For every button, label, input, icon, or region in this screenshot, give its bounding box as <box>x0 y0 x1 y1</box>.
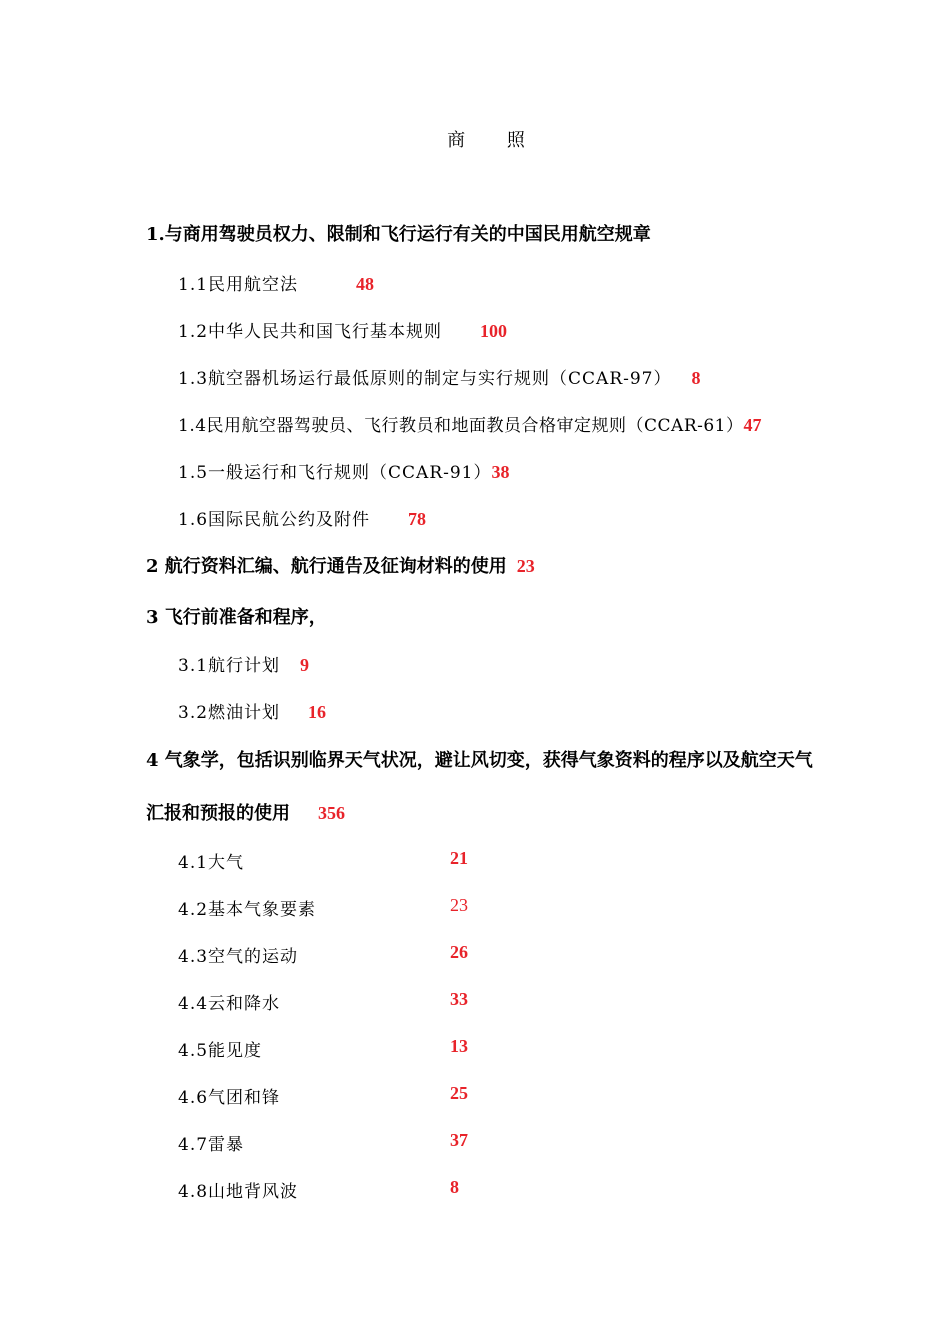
item-label: 1.4民用航空器驾驶员、飞行教员和地面教员合格审定规则（CCAR-61） <box>178 416 744 436</box>
section-label: 3 飞行前准备和程序， <box>146 607 327 628</box>
item-label: 1.6国际民航公约及附件 <box>178 510 371 530</box>
item-label: 3.2燃油计划 <box>178 703 281 723</box>
section-3-heading <box>146 603 327 629</box>
item-label: 4.6气团和锋 <box>178 1088 281 1108</box>
page-count: 16 <box>308 702 327 722</box>
page-count: 33 <box>450 989 468 1009</box>
page-count: 78 <box>408 509 427 529</box>
list-item <box>178 505 426 530</box>
list-item <box>178 651 309 676</box>
page-count: 8 <box>691 368 701 388</box>
item-label: 3.1航行计划 <box>178 656 281 676</box>
page-title: 商 照 <box>447 130 543 151</box>
item-label: 4.8山地背风波 <box>178 1182 299 1202</box>
page-count: 356 <box>318 803 345 823</box>
list-item <box>178 848 244 873</box>
page-count: 13 <box>450 1036 468 1056</box>
item-label: 4.2基本气象要素 <box>178 900 317 920</box>
page-count: 21 <box>450 848 468 868</box>
page-count: 48 <box>356 274 375 294</box>
list-item <box>178 1177 298 1202</box>
page-count: 37 <box>450 1130 468 1150</box>
item-label: 4.5能见度 <box>178 1041 263 1061</box>
page-count: 38 <box>491 462 510 482</box>
section-4-heading <box>146 746 813 772</box>
list-item <box>178 1083 280 1108</box>
list-item <box>178 895 316 920</box>
item-label: 1.2中华人民共和国飞行基本规则 <box>178 322 443 342</box>
item-label: 1.5一般运行和飞行规则（CCAR-91） <box>178 463 492 483</box>
item-label: 4.4云和降水 <box>178 994 281 1014</box>
item-label: 4.7雷暴 <box>178 1135 245 1155</box>
item-label: 1.3航空器机场运行最低原则的制定与实行规则（CCAR-97） <box>178 369 672 389</box>
page-count: 47 <box>743 415 762 435</box>
page-count: 9 <box>300 655 310 675</box>
list-item <box>178 698 326 723</box>
page-count: 8 <box>450 1177 459 1197</box>
section-label-cont: 汇报和预报的使用 <box>146 803 290 824</box>
section-label: 4 气象学，包括识别临界天气状况，避让风切变，获得气象资料的程序以及航空天气 <box>146 750 813 771</box>
list-item <box>178 270 374 295</box>
item-label: 1.1民用航空法 <box>178 275 299 295</box>
list-item <box>178 317 507 342</box>
list-item <box>178 1130 244 1155</box>
page-count: 23 <box>516 556 535 576</box>
item-label: 4.3空气的运动 <box>178 947 299 967</box>
list-item <box>178 942 298 967</box>
page-count: 23 <box>450 895 468 915</box>
section-1-heading <box>146 220 651 246</box>
page-count: 100 <box>480 321 508 341</box>
item-label: 4.1大气 <box>178 853 245 873</box>
list-item <box>178 458 510 483</box>
list-item <box>178 1036 262 1061</box>
list-item <box>178 989 280 1014</box>
page-count: 26 <box>450 942 468 962</box>
section-4-heading-cont <box>146 799 345 825</box>
list-item <box>178 364 701 389</box>
section-2-heading <box>146 552 535 578</box>
page-count: 25 <box>450 1083 468 1103</box>
section-label: 2 航行资料汇编、航行通告及征询材料的使用 <box>146 556 507 577</box>
section-label: 1.与商用驾驶员权力、限制和飞行运行有关的中国民用航空规章 <box>146 224 651 245</box>
list-item <box>178 411 762 436</box>
